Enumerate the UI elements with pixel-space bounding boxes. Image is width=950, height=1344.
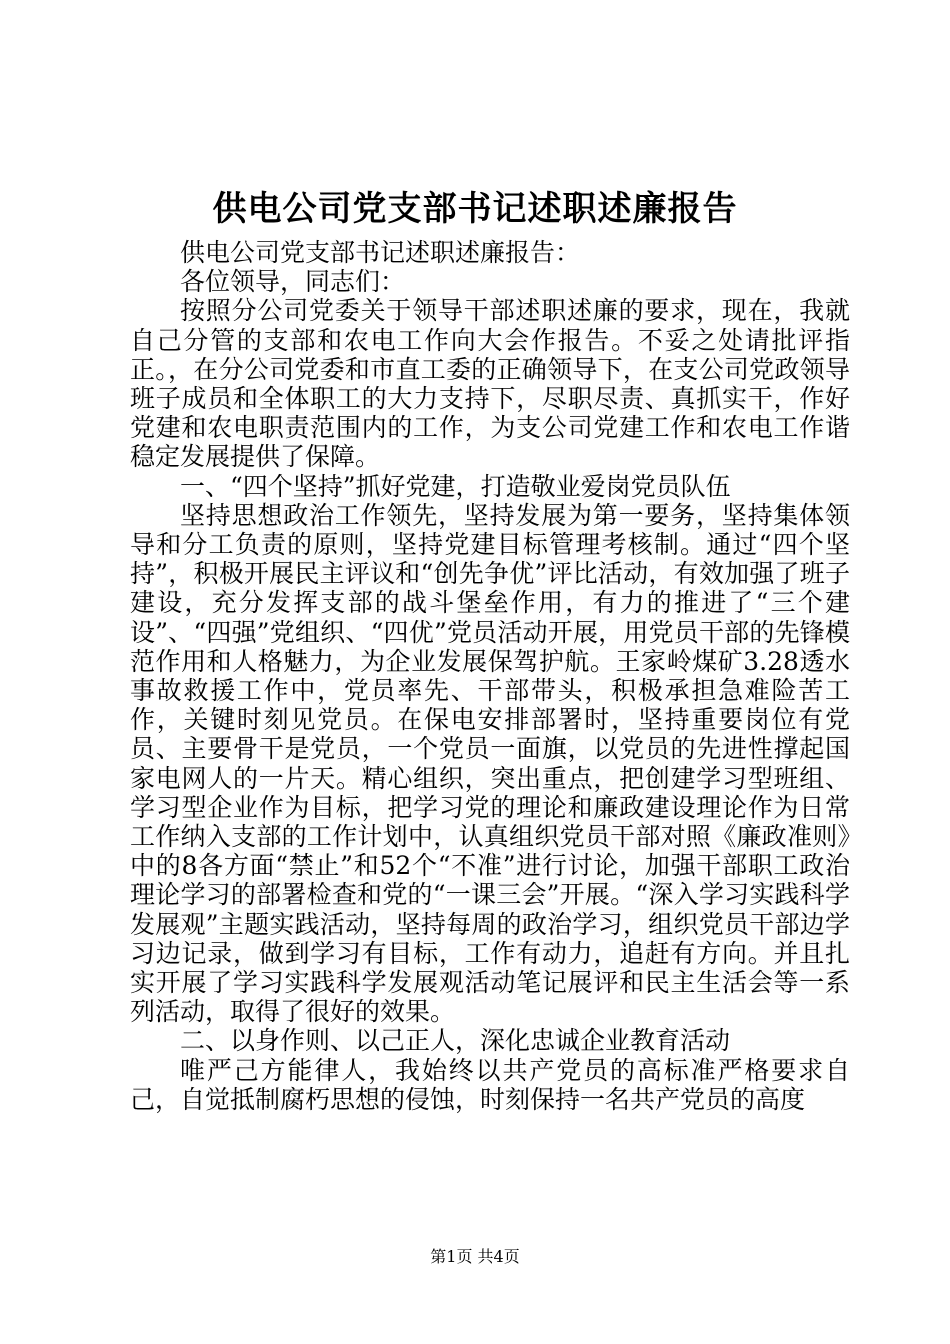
paragraph: 坚持思想政治工作领先，坚持发展为第一要务，坚持集体领导和分工负责的原则，坚持党建目标管理考核制。通过“四个坚持”，积极开展民主评议和“创先争优”评比活动，有效加强了班子建设，充分发挥支部的战斗堡垒作用，有力的推进了“三个建设”、“四强”党组织、“四优”党员活动开展，用党员干部的先锋模范作用和人格魅力，为企业发展保驾护航。王家岭煤矿3.28透水事故救援工作中，党员率先、干部带头，积极承担急难险苦工作，关键时刻见党员。在保电安排部署时，坚持重要岗位有党员、主要骨干是党员，一个党员一面旗，以党员的先进性撑起国家电网人的一片天。精心组织，突出重点，把创建学习型班组、学习型企业作为目标，把学习党的理论和廉政建设理论作为日常工作纳入支部的工作计划中，认真组织党员干部对照《廉政准则》中的8各方面“禁止”和52个“不准”进行讨论，加强干部职工政治理论学习的部署检查和党的“一课三会”开展。“深入学习实践科学发展观”主题实践活动，坚持每周的政治学习，组织党员干部边学习边记录，做到学习有目标，工作有动力，追赶有方向。并且扎实开展了学习实践科学发展观活动笔记展评和民主生活会等一系列活动，取得了很好的效果。 [130, 500, 850, 1027]
salutation: 各位领导，同志们： [180, 267, 406, 297]
document-title: 供电公司党支部书记述职述廉报告 [212, 189, 738, 229]
paragraph: 供电公司党支部书记述职述廉报告： [180, 238, 581, 267]
paragraph: 按照分公司党委关于领导干部述职述廉的要求，现在，我就自己分管的支部和农电工作向大会作报告。不妥之处请批评指正。，在分公司党委和市直工委的正确领导下，在支公司党政领导班子成员和全体职工的大力支持下，尽职尽责、真抓实干，作好党建和农电职责范围内的工作，为支公司党建工作和农电工作谐稳定发展提供了保障。 [130, 296, 850, 472]
page-number: 第1页 共4页 [430, 1247, 520, 1266]
document-body [130, 238, 850, 1114]
paragraph: 唯严己方能律人，我始终以共产党员的高标准严格要求自己，自觉抵制腐朽思想的侵蚀，时刻保持一名共产党员的高度 [130, 1055, 850, 1114]
section-heading: 二、以身作则、以己正人，深化忠诚企业教育活动 [180, 1026, 731, 1056]
section-heading: 一、“四个坚持”抓好党建，打造敬业爱岗党员队伍 [180, 471, 731, 501]
